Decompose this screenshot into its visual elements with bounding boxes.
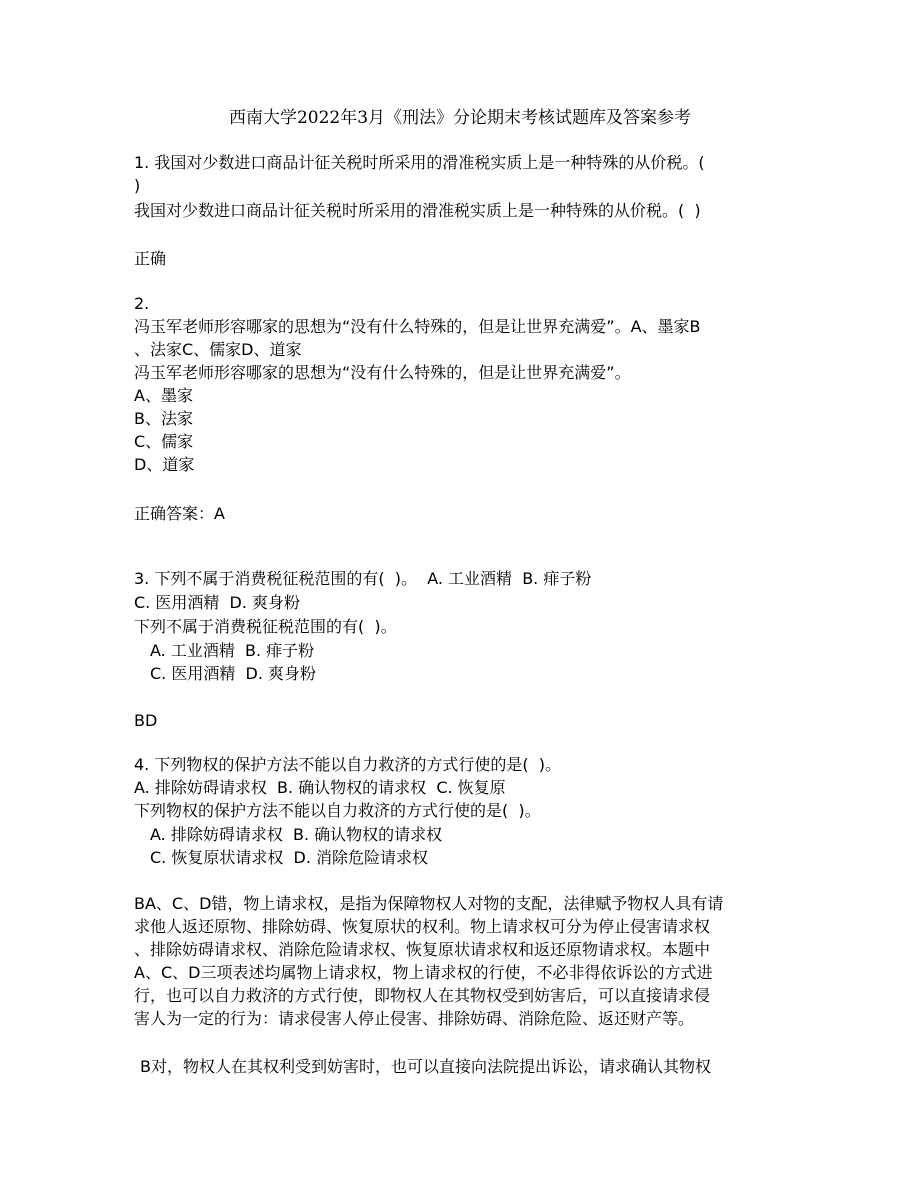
question-stem-cont: ) [134, 176, 141, 195]
explanation-line: 害人为一定的行为：请求侵害人停止侵害、排除妨碍、消除危险、返还财产等。 [134, 1009, 695, 1028]
explanation-line: 、排除妨碍请求权、消除危险请求权、恢复原状请求权和返还原物请求权。本题中 [134, 940, 711, 959]
question-stem: 下列物权的保护方法不能以自力救济的方式行使的是( )。 [154, 755, 562, 774]
explanation-line: A、C、D三项表述均属物上请求权，物上请求权的行使，不必非得依诉讼的方式进 [134, 963, 713, 982]
question-1 [134, 152, 705, 174]
question-stem: 冯玉军老师形容哪家的思想为“没有什么特殊的，但是让世界充满爱”。A、墨家B [134, 317, 701, 336]
explanation-line: B对，物权人在其权利受到妨害时，也可以直接向法院提出诉讼，请求确认其物权 [140, 1057, 711, 1076]
question-number: 3. [134, 569, 150, 588]
question-number: 1. [134, 153, 150, 172]
question-stem-cont: C. 医用酒精 D. 爽身粉 [134, 593, 301, 612]
explanation-line: BA、C、D错，物上请求权，是指为保障物权人对物的支配，法律赋予物权人具有请 [134, 894, 724, 913]
question-number: 4. [134, 755, 150, 774]
option: C. 恢复原状请求权 D. 消除危险请求权 [150, 848, 429, 867]
explanation-line: 行，也可以自力救济的方式行使，即物权人在其物权受到妨害后，可以直接请求侵 [134, 986, 711, 1005]
question-number: 2. [134, 294, 150, 313]
answer: BD [134, 711, 158, 730]
answer: 正确答案：A [134, 504, 225, 523]
option: C. 医用酒精 D. 爽身粉 [150, 664, 317, 683]
question-4 [134, 754, 561, 776]
question-stem: 我国对少数进口商品计征关税时所采用的滑准税实质上是一种特殊的从价税。( [154, 153, 705, 172]
question-stem: 下列不属于消费税征税范围的有( )。 A. 工业酒精 B. 痱子粉 [154, 569, 592, 588]
option: A. 工业酒精 B. 痱子粉 [150, 641, 315, 660]
explanation-line: 求他人返还原物、排除妨碍、恢复原状的权利。物上请求权可分为停止侵害请求权 [134, 917, 711, 936]
answer: 正确 [134, 249, 167, 268]
page-title: 西南大学2022年3月《刑法》分论期末考核试题库及答案参考 [228, 108, 692, 128]
question-3 [134, 568, 591, 590]
question-stem-cont: A. 排除妨碍请求权 B. 确认物权的请求权 C. 恢复原 [134, 778, 506, 797]
option: C、儒家 [134, 432, 194, 451]
question-stem-cont: 、法家C、儒家D、道家 [134, 340, 302, 359]
question-repeat: 下列不属于消费税征税范围的有( )。 [134, 617, 397, 636]
question-repeat: 下列物权的保护方法不能以自力救济的方式行使的是( )。 [134, 801, 541, 820]
option: A、墨家 [134, 386, 193, 405]
option: B、法家 [134, 409, 193, 428]
option: A. 排除妨碍请求权 B. 确认物权的请求权 [150, 825, 443, 844]
question-repeat: 我国对少数进口商品计征关税时所采用的滑准税实质上是一种特殊的从价税。( ) [134, 201, 701, 220]
option: D、道家 [134, 455, 195, 474]
question-repeat: 冯玉军老师形容哪家的思想为“没有什么特殊的，但是让世界充满爱”。 [134, 363, 631, 382]
